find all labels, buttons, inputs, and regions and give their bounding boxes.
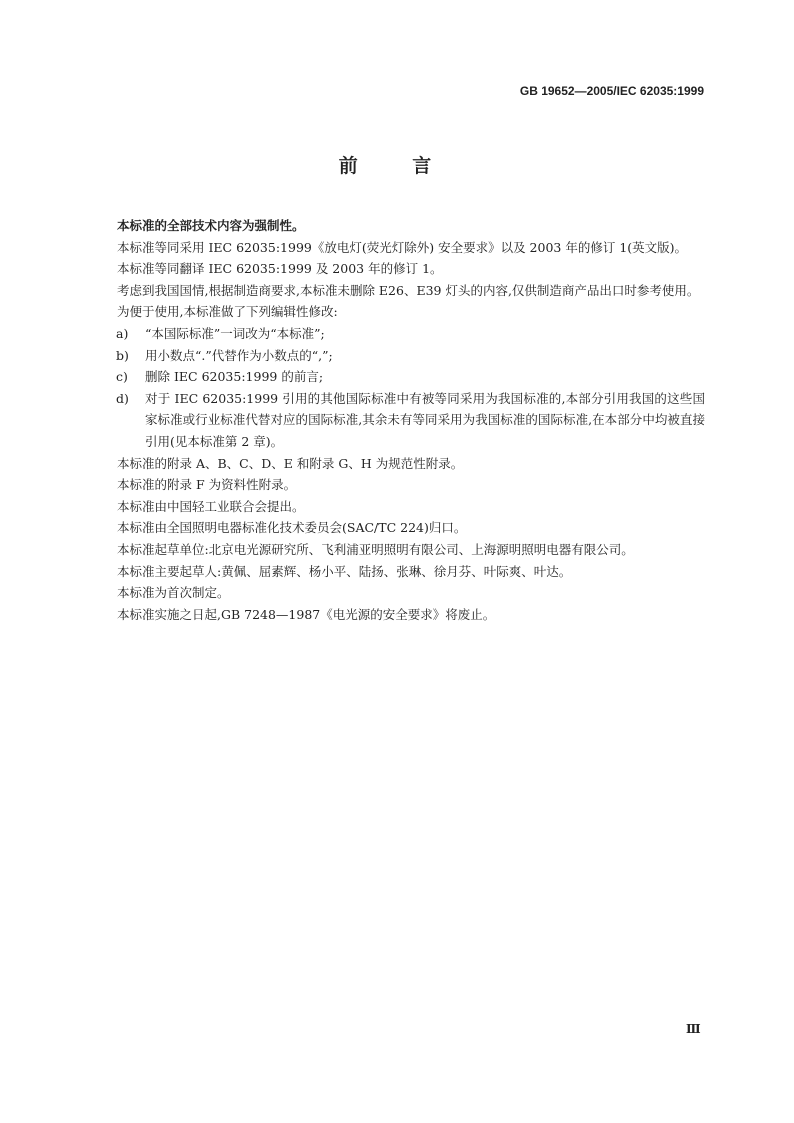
list-text: “本国际标准”一词改为“本标准”; [145,325,325,341]
document-header: GB 19652—2005/IEC 62035:1999 [519,84,704,98]
list-item [92,345,705,367]
paragraph: 本标准等同采用 IEC 62035:1999《放电灯(荧光灯除外) 安全要求》以及 2003 年的修订 1(英文版)。 [117,239,688,255]
list-item [92,323,705,345]
page-title: 前 言 [338,155,456,177]
foreword-body [92,215,705,625]
list-label: b) [116,347,129,363]
paragraph: 本标准为首次制定。 [117,585,230,601]
list-text: 用小数点“.”代替作为小数点的“,”; [145,347,333,363]
paragraph: 本标准等同翻译 IEC 62035:1999 及 2003 年的修订 1。 [117,261,443,277]
list-text: 对于 IEC 62035:1999 引用的其他国际标准中有被等同采用为我国标准的,本部分引用我国的这些国家标准或行业标准代替对应的国际标准,其余未有等同采用为我国标准的国际标准,在本部分中均被直接引用(见本标准第 2 章)。 [145,390,705,449]
list-item [92,388,705,453]
paragraph: 本标准起草单位:北京电光源研究所、飞利浦亚明照明有限公司、上海源明照明电器有限公司。 [117,541,634,557]
list-label: a) [116,325,129,341]
paragraph: 本标准的附录 F 为资料性附录。 [117,477,297,493]
list-text: 删除 IEC 62035:1999 的前言; [145,369,324,385]
paragraph: 本标准的全部技术内容为强制性。 [117,218,305,233]
list-label: d) [116,390,129,406]
paragraph: 为便于使用,本标准做了下列编辑性修改: [117,304,338,320]
paragraph: 本标准的附录 A、B、C、D、E 和附录 G、H 为规范性附录。 [117,455,464,471]
paragraph: 本标准由中国轻工业联合会提出。 [117,498,305,514]
paragraph: 考虑到我国国情,根据制造商要求,本标准未删除 E26、E39 灯头的内容,仅供制造商产品出口时参考使用。 [117,282,700,298]
list-item [92,366,705,388]
paragraph: 本标准由全国照明电器标准化技术委员会(SAC/TC 224)归口。 [117,520,467,536]
paragraph: 本标准实施之日起,GB 7248—1987《电光源的安全要求》将废止。 [117,606,496,622]
list-label: c) [116,369,128,385]
page-number: Ⅲ [686,1022,701,1036]
paragraph: 本标准主要起草人:黄佩、屈素辉、杨小平、陆扬、张琳、徐月芬、叶际爽、叶达。 [117,563,572,579]
